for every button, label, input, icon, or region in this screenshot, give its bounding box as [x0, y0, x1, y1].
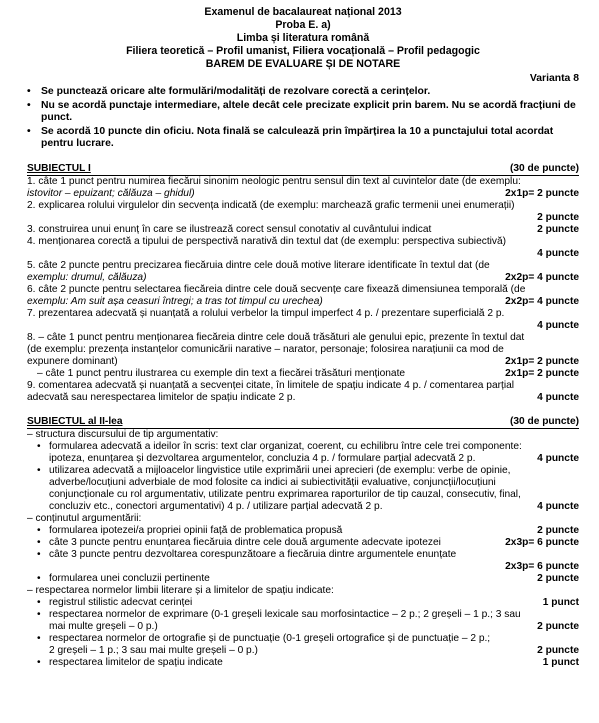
item-1: [27, 176, 579, 200]
exam-probe: Proba E. a): [275, 19, 331, 31]
item-9: [27, 380, 579, 404]
item-points: 1 punct: [542, 656, 579, 668]
item-text: • formularea unei concluzii pertinente: [49, 572, 210, 584]
criterion-item: [27, 609, 579, 633]
section-title: SUBIECTUL al II-lea: [27, 415, 123, 427]
section-2-items: [27, 429, 579, 669]
item-text: mai multe greșeli – 0 p.): [49, 620, 158, 632]
item-points: 2x2p= 4 puncte: [505, 295, 579, 307]
item-text: – câte 1 punct pentru ilustrarea cu exemple din text a fiecărei trăsături menționate: [37, 367, 406, 379]
item-text: 9. comentarea adecvată și nuanțată a secvenței citate, în limitele de spațiu indicate 4 p. / comentarea parțial: [27, 379, 515, 391]
criterion-heading: – conținutul argumentării:: [27, 512, 142, 524]
item-points: 2x3p= 6 puncte: [505, 536, 579, 548]
item-4: [27, 236, 579, 260]
section-points: (30 de puncte): [509, 162, 579, 174]
criterion-item: [27, 549, 579, 573]
item-text: concluziv etc., conectori argumentativi) 4 p. / utilizare parțial adecvată 2 p.: [49, 500, 383, 512]
item-points: 2x3p= 6 puncte: [505, 560, 579, 572]
item-text: expunere dominant): [27, 355, 118, 367]
item-text: • respectarea limitelor de spațiu indicate: [49, 656, 223, 668]
item-text: 3. construirea unui enunț în care se ilustrează corect sensul conotativ al cuvântului indicat: [27, 223, 432, 235]
header: [27, 6, 579, 71]
item-text: 6. câte 2 puncte pentru selectarea fiecăreia dintre cele două secvențe care fixează dimensiunea temporală (de: [27, 283, 526, 295]
criterion-item: [27, 657, 579, 669]
section-header-1: [27, 162, 579, 176]
item-text: • formularea ipotezei/a propriei opinii față de problematica propusă: [49, 524, 343, 536]
item-points: 1 punct: [542, 596, 579, 608]
item-text: 8. – câte 1 punct pentru menționarea fiecăreia dintre cele două trăsături ale genului epic, prezente în textul dat: [27, 331, 525, 343]
item-points: 2 puncte: [537, 572, 579, 584]
criterion-heading: – structura discursului de tip argumentativ:: [27, 428, 219, 440]
item-text: adverbe/locuțiuni adverbiale de mod folosite ca indici ai subiectivității evaluative, conjuncții/locuțiuni: [49, 476, 496, 488]
item-text: adecvată sau nerespectarea limitelor de spațiu indicate 2 p.: [27, 391, 296, 403]
item-points: 4 puncte: [537, 247, 579, 259]
exam-title: Examenul de bacalaureat național 2013: [204, 6, 402, 18]
item-text: • registrul stilistic adecvat cerinței: [49, 596, 193, 608]
item-points: 4 puncte: [537, 319, 579, 331]
item-points: 4 puncte: [537, 452, 579, 464]
item-text: • respectarea normelor de exprimare (0-1 greșeli lexicale sau morfosintactice – 2 p.; 2 greșeli – 1 p.; 3 sau: [49, 608, 521, 620]
item-points: 2x1p= 2 puncte: [505, 355, 579, 367]
section-1-items: [27, 176, 579, 404]
item-text: conjuncționale cu rol argumentativ, utilizate pentru exprimarea raporturilor de tip cauzal, consecutiv, final,: [49, 488, 521, 500]
variant-label: Varianta 8: [529, 73, 579, 84]
exam-subject: Limba și literatura română: [236, 32, 370, 44]
exam-profile: Filiera teoretică – Profil umanist, Filiera vocațională – Profil pedagogic: [126, 45, 480, 57]
item-2: [27, 200, 579, 224]
item-text: • câte 3 puncte pentru dezvoltarea corespunzătoare a fiecăruia dintre argumentele enunțate: [49, 548, 457, 560]
item-points: 4 puncte: [537, 500, 579, 512]
note-item: • Nu se acordă punctaje intermediare, altele decât cele precizate explicit prin barem. Nu se acordă fracțiuni de punct.: [27, 100, 579, 125]
section-header-2: [27, 415, 579, 429]
criterion-item: [27, 633, 579, 657]
item-text: 2. explicarea rolului virgulelor din secvența indicată (de exemplu: marchează grafic termenii unei enumerații): [27, 199, 515, 211]
item-points: 2 puncte: [537, 644, 579, 656]
item-text: • utilizarea adecvată a mijloacelor lingvistice utile exprimării unei aprecieri (de exemplu: verbe de opinie,: [49, 464, 511, 476]
section-title: SUBIECTUL I: [27, 162, 91, 174]
item-text: 2 greșeli – 1 p.; 3 sau mai multe greșeli – 0 p.): [49, 644, 258, 656]
barem-page: [27, 6, 579, 669]
note-item: • Se acordă 10 puncte din oficiu. Nota finală se calculează prin împărțirea la 10 a punctajului total acordat pentru lucrare.: [27, 126, 579, 151]
item-8: [27, 332, 579, 380]
item-text: istovitor – epuizant; călăuza – ghidul): [27, 187, 195, 199]
item-text: • formularea adecvată a ideilor în scris: text clar organizat, coerent, cu echilibru între cele trei componente:: [49, 440, 522, 452]
item-text: • câte 3 puncte pentru enunțarea fiecăruia dintre cele două argumente adecvate ipotezei: [49, 536, 441, 548]
item-6: [27, 284, 579, 308]
criterion-item: [27, 441, 579, 465]
item-text: (de exemplu: prezența instanțelor comunicării narative – narator, personaje; folosirea narațiunii ca mod de: [27, 343, 504, 355]
item-7: [27, 308, 579, 332]
item-text: 7. prezentarea adecvată și nuanțată a rolului verbelor la timpul imperfect 4 p. / prezentare superficială 2 p.: [27, 307, 505, 319]
note-item: • Se punctează oricare alte formulări/modalități de rezolvare corectă a cerințelor.: [27, 86, 579, 99]
item-5: [27, 260, 579, 284]
criterion-item: [27, 597, 579, 609]
item-text: ipoteza, enunțarea și dezvoltarea argumentelor, concluzia 4 p. / formulare parțial adecvată 2 p.: [49, 452, 476, 464]
item-text: exemplu: drumul, călăuza): [27, 271, 147, 283]
general-notes: [27, 86, 579, 151]
item-text: 5. câte 2 puncte pentru precizarea fiecăruia dintre cele două motive literare identificate în textul dat (de: [27, 259, 490, 271]
item-3: [27, 224, 579, 236]
item-text: 1. câte 1 punct pentru numirea fiecărui sinonim neologic pentru sensul din text al cuvintelor date (de exemplu:: [27, 175, 521, 187]
item-text: exemplu: Am suit așa ceasuri întregi; a tras tot timpul cu urechea): [27, 295, 323, 307]
item-points: 2x1p= 2 puncte: [505, 367, 579, 379]
criterion-item: [27, 465, 579, 513]
section-points: (30 de puncte): [509, 415, 579, 427]
item-text: • respectarea normelor de ortografie și de punctuație (0-1 greșeli ortografice și de punctuație – 2 p.;: [49, 632, 491, 644]
criterion-item: [27, 573, 579, 585]
criterion-item: [27, 537, 579, 549]
barem-title: BAREM DE EVALUARE ȘI DE NOTARE: [205, 58, 401, 70]
item-points: 2 puncte: [537, 620, 579, 632]
item-points: 2x1p= 2 puncte: [505, 187, 579, 199]
criterion-heading: – respectarea normelor limbii literare și a limitelor de spațiu indicate:: [27, 584, 334, 596]
item-points: 2 puncte: [537, 223, 579, 235]
item-points: 2 puncte: [537, 524, 579, 536]
item-points: 2 puncte: [537, 211, 579, 223]
item-text: 4. menționarea corectă a tipului de perspectivă narativă din textul dat (de exemplu: perspectiva subiectivă): [27, 235, 507, 247]
item-points: 4 puncte: [537, 391, 579, 403]
criterion-item: [27, 525, 579, 537]
item-points: 2x2p= 4 puncte: [505, 271, 579, 283]
